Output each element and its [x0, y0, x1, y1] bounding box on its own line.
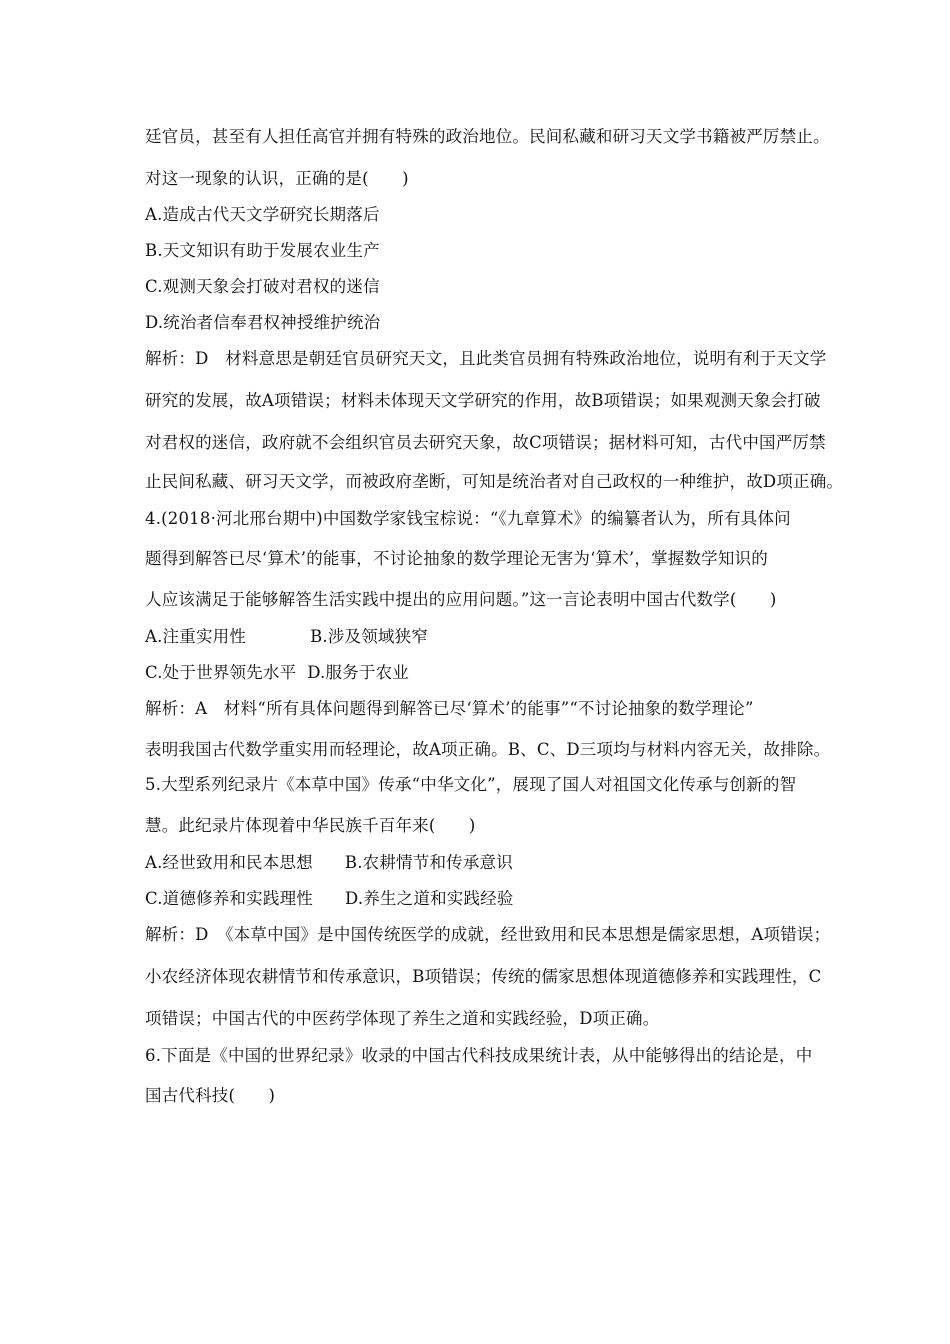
q4-option-a: A.注重实用性 [145, 627, 247, 646]
q5-options-row-2 [145, 889, 514, 909]
q4-stem-line-3: 人应该满足于能够解答生活实践中提出的应用问题。”这一言论表明中国古代数学( ) [145, 590, 777, 609]
q5-option-d: D.养生之道和实践经验 [344, 889, 514, 908]
q3-analysis-line-2: 研究的发展，故A项错误；材料未体现天文学研究的作用，故B项错误；如果观测天象会打破 [145, 391, 821, 410]
q3-analysis-line-4: 止民间私藏、研习天文学，而被政府垄断，可知是统治者对自己政权的一种维护，故D项正确。 [145, 472, 844, 491]
q5-stem-line-2: 慧。此纪录片体现着中华民族千百年来( ) [145, 816, 476, 835]
q3-stem-line-2: 对这一现象的认识，正确的是( ) [145, 169, 409, 188]
q3-stem-line-1: 廷官员，甚至有人担任高官并拥有特殊的政治地位。民间私藏和研习天文学书籍被严厉禁止。 [145, 127, 830, 146]
q3-analysis-line-1: 解析：D 材料意思是朝廷官员研究天文，且此类官员拥有特殊政治地位，说明有利于天文学 [145, 349, 827, 368]
q3-option-d: D.统治者信奉君权神授维护统治 [145, 313, 381, 332]
q5-option-c: C.道德修养和实践理性 [145, 889, 313, 908]
q3-option-c: C.观测天象会打破对君权的迷信 [145, 277, 380, 296]
q4-options-row-1 [145, 627, 428, 647]
q4-option-c: C.处于世界领先水平 [145, 663, 297, 682]
q6-stem-line-1: 6.下面是《中国的世界纪录》收录的中国古代科技成果统计表，从中能够得出的结论是，中 [145, 1046, 813, 1065]
q3-option-a: A.造成古代天文学研究长期落后 [145, 205, 380, 224]
q3-option-b: B.天文知识有助于发展农业生产 [145, 241, 380, 260]
q5-option-b: B.农耕情节和传承意识 [344, 853, 513, 872]
q4-option-d: D.服务于农业 [307, 663, 409, 682]
q4-stem-line-2: 题得到解答已尽‘算术’的能事，不讨论抽象的数学理论无害为‘算术’，掌握数学知识的 [145, 549, 768, 568]
q4-option-b: B.涉及领域狭窄 [310, 627, 429, 646]
q5-option-a: A.经世致用和民本思想 [145, 853, 313, 872]
q3-analysis-line-3: 对君权的迷信，政府就不会组织官员去研究天象，故C项错误；据材料可知，古代中国严厉禁 [145, 433, 826, 452]
q6-stem-line-2: 国古代科技( ) [145, 1086, 276, 1105]
q4-stem-line-1: 4.(2018·河北邢台期中)中国数学家钱宝棕说：“《九章算术》的编纂者认为，所有具体问 [145, 509, 791, 528]
q4-analysis-line-2: 表明我国古代数学重实用而轻理论，故A项正确。B、C、D三项均与材料内容无关，故排除。 [145, 740, 831, 759]
q4-options-row-2 [145, 663, 409, 683]
q4-analysis-line-1: 解析：A 材料“所有具体问题得到解答已尽‘算术’的能事”“不讨论抽象的数学理论” [145, 699, 754, 718]
q5-analysis-line-2: 小农经济体现农耕情节和传承意识，B项错误；传统的儒家思想体现道德修养和实践理性，C [145, 967, 822, 986]
q5-analysis-line-3: 项错误；中国古代的中医药学体现了养生之道和实践经验，D项正确。 [145, 1009, 660, 1028]
q5-stem-line-1: 5.大型系列纪录片《本草中国》传承“中华文化”，展现了国人对祖国文化传承与创新的智 [145, 775, 797, 794]
q5-analysis-line-1: 解析：D 《本草中国》是中国传统医学的成就，经世致用和民本思想是儒家思想，A项错误； [145, 925, 831, 944]
q5-options-row-1 [145, 853, 513, 873]
